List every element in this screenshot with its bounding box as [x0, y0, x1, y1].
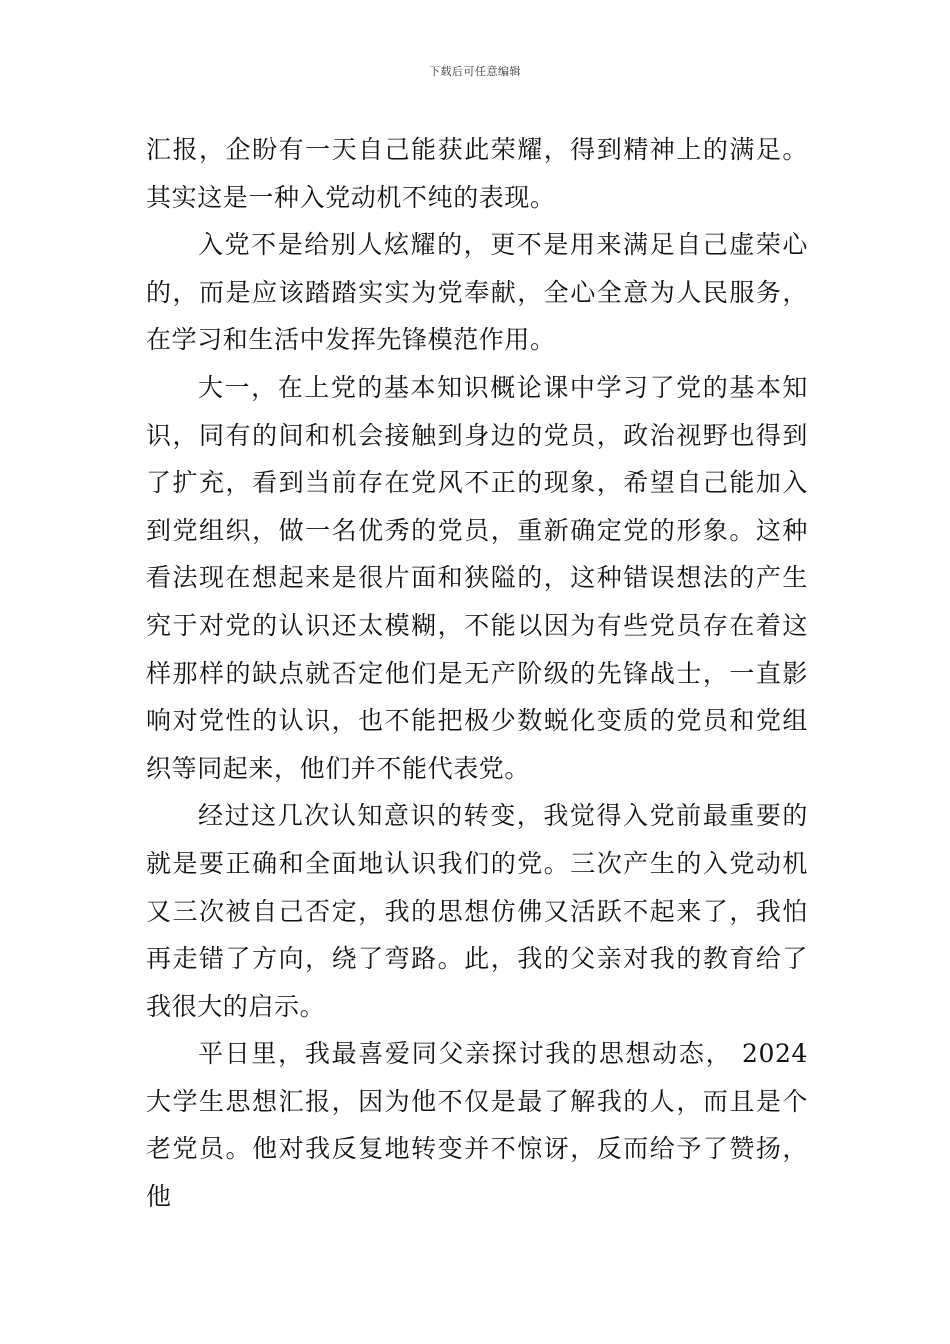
paragraph: 入党不是给别人炫耀的，更不是用来满足自己虚荣心的，而是应该踏踏实实为党奉献，全心全意为人民服务，在学习和生活中发挥先锋模范作用。	[146, 230, 808, 355]
paragraph: 汇报，企盼有一天自己能获此荣耀，得到精神上的满足。其实这是一种入党动机不纯的表现。	[146, 135, 808, 212]
document-body	[146, 126, 808, 1221]
paragraph: 平日里，我最喜爱同父亲探讨我的思想动态， 2024大学生思想汇报，因为他不仅是最了解我的人，而且是个老党员。他对我反复地转变并不惊讶，反而给予了赞扬，他	[146, 1039, 808, 1212]
paragraph: 大一，在上党的基本知识概论课中学习了党的基本知识，同有的间和机会接触到身边的党员，政治视野也得到了扩充，看到当前存在党风不正的现象，希望自己能加入到党组织，做一名优秀的党员，重新确定党的形象。这种看法现在想起来是很片面和狭隘的，这种错误想法的产生究于对党的认识还太模糊，不能以因为有些党员存在着这样那样的缺点就否定他们是无产阶级的先锋战士，一直影响对党性的认识，也不能把极少数蜕化变质的党员和党组织等同起来，他们并不能代表党。	[146, 372, 808, 783]
page-header-note: 下载后可任意编辑	[429, 65, 521, 78]
paragraph: 经过这几次认知意识的转变，我觉得入党前最重要的就是要正确和全面地认识我们的党。三次产生的入党动机又三次被自己否定，我的思想仿佛又活跃不起来了，我怕再走错了方向，绕了弯路。此，我的父亲对我的教育给了我很大的启示。	[146, 801, 808, 1021]
